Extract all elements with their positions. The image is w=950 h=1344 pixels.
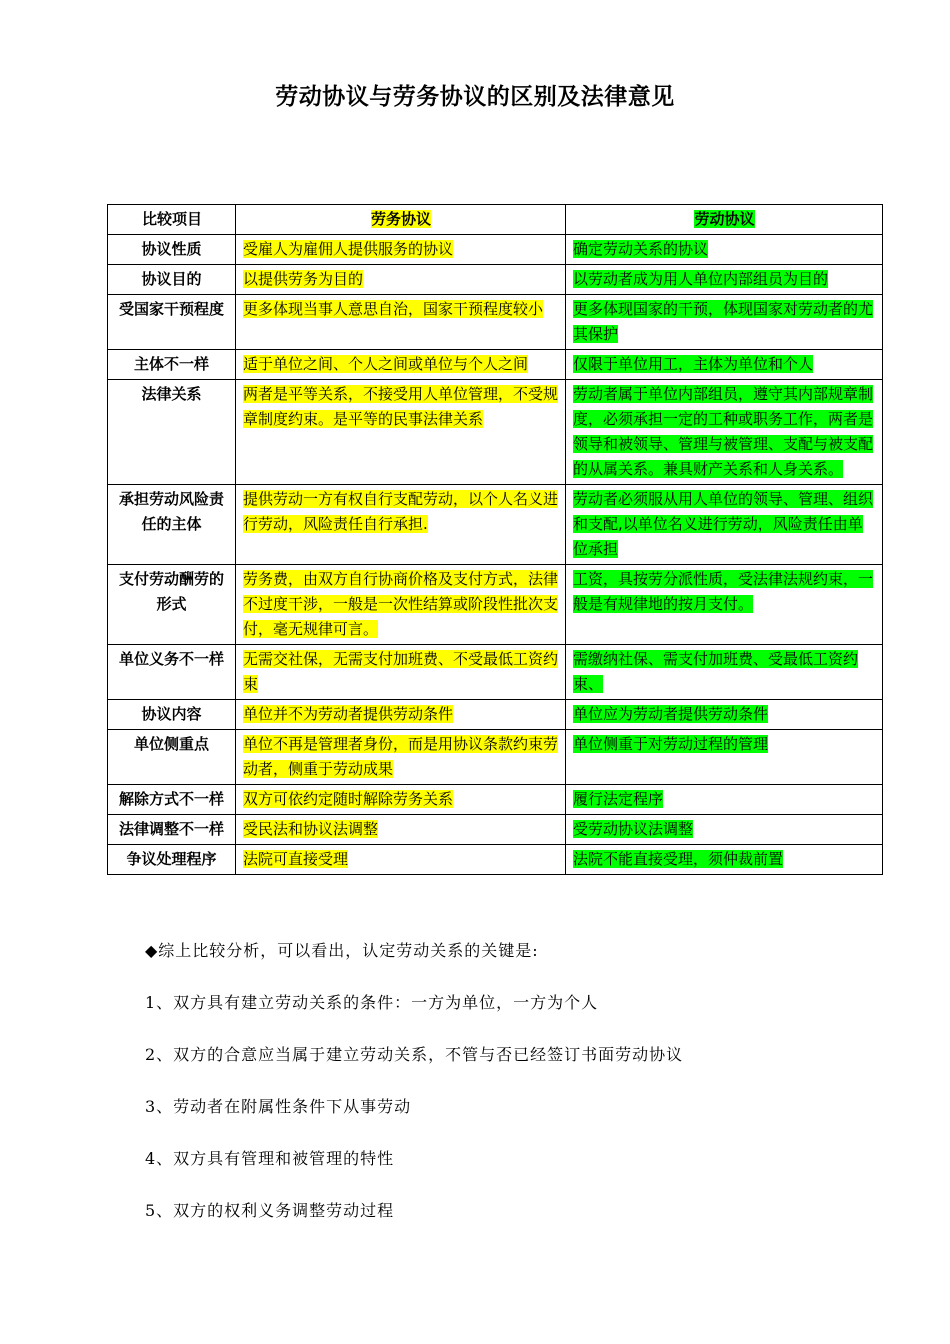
labor-service-text: 劳务费，由双方自行协商价格及支付方式，法律不过度干涉，一般是一次性结算或阶段性批次支付，毫无规律可言。 <box>243 570 559 638</box>
labor-service-text: 单位并不为劳动者提供劳动条件 <box>243 705 454 723</box>
labor-cell <box>566 645 883 700</box>
row-item: 受国家干预程度 <box>108 295 236 350</box>
labor-text: 单位应为劳动者提供劳动条件 <box>573 705 769 723</box>
row-item: 法律调整不一样 <box>108 815 236 845</box>
table-row <box>108 235 883 265</box>
labor-cell <box>566 785 883 815</box>
row-item: 解除方式不一样 <box>108 785 236 815</box>
row-item: 主体不一样 <box>108 350 236 380</box>
labor-service-text: 两者是平等关系，不接受用人单位管理，不受规章制度约束。是平等的民事法律关系 <box>243 385 559 428</box>
labor-service-text: 提供劳动一方有权自行支配劳动，以个人名义进行劳动，风险责任自行承担. <box>243 490 559 533</box>
labor-service-cell <box>236 380 566 485</box>
labor-service-cell <box>236 645 566 700</box>
conclusion-point: 5、双方的权利义务调整劳动过程 <box>145 1201 395 1220</box>
conclusion-point: 3、劳动者在附属性条件下从事劳动 <box>145 1097 412 1116</box>
labor-service-text: 适于单位之间、个人之间或单位与个人之间 <box>243 355 529 373</box>
labor-text: 更多体现国家的干预，体现国家对劳动者的尤其保护 <box>573 300 874 343</box>
row-item: 支付劳动酬劳的形式 <box>108 565 236 645</box>
conclusion-point: 4、双方具有管理和被管理的特性 <box>145 1149 395 1168</box>
table-row <box>108 565 883 645</box>
labor-cell <box>566 485 883 565</box>
labor-service-cell <box>236 815 566 845</box>
row-item: 协议内容 <box>108 700 236 730</box>
labor-service-cell <box>236 700 566 730</box>
labor-cell <box>566 265 883 295</box>
table-row <box>108 265 883 295</box>
conclusion-intro: ◆综上比较分析，可以看出，认定劳动关系的关键是: <box>145 941 539 960</box>
labor-service-cell <box>236 235 566 265</box>
labor-service-cell <box>236 265 566 295</box>
labor-cell <box>566 295 883 350</box>
labor-service-cell <box>236 730 566 785</box>
table-row <box>108 700 883 730</box>
row-item: 协议目的 <box>108 265 236 295</box>
labor-text: 仅限于单位用工，主体为单位和个人 <box>573 355 814 373</box>
labor-service-text: 双方可依约定随时解除劳务关系 <box>243 790 454 808</box>
row-item: 协议性质 <box>108 235 236 265</box>
labor-text: 需缴纳社保、需支付加班费、受最低工资约束、 <box>573 650 859 693</box>
labor-cell <box>566 565 883 645</box>
comparison-table <box>107 204 883 875</box>
row-item: 法律关系 <box>108 380 236 485</box>
table-row <box>108 645 883 700</box>
row-item: 承担劳动风险责任的主体 <box>108 485 236 565</box>
row-item: 争议处理程序 <box>108 845 236 875</box>
labor-service-text: 更多体现当事人意思自治，国家干预程度较小 <box>243 300 544 318</box>
table-row <box>108 845 883 875</box>
labor-service-text: 受民法和协议法调整 <box>243 820 379 838</box>
labor-cell <box>566 350 883 380</box>
labor-service-cell <box>236 845 566 875</box>
labor-text: 劳动者属于单位内部组员，遵守其内部规章制度，必须承担一定的工种或职务工作，两者是领导和被领导、管理与被管理、支配与被支配的从属关系。兼具财产关系和人身关系。 <box>573 385 874 478</box>
labor-cell <box>566 235 883 265</box>
table-row <box>108 730 883 785</box>
labor-service-text: 无需交社保，无需支付加班费、不受最低工资约束 <box>243 650 559 693</box>
labor-cell <box>566 700 883 730</box>
document-title: 劳动协议与劳务协议的区别及法律意见 <box>275 84 675 110</box>
labor-service-cell <box>236 295 566 350</box>
header-labor-service <box>236 205 566 235</box>
labor-text: 受劳动协议法调整 <box>573 820 694 838</box>
labor-text: 以劳动者成为用人单位内部组员为目的 <box>573 270 829 288</box>
table-row <box>108 785 883 815</box>
table-header-row <box>108 205 883 235</box>
conclusion-section <box>145 936 683 1248</box>
labor-service-cell <box>236 785 566 815</box>
conclusion-point: 1、双方具有建立劳动关系的条件：一方为单位，一方为个人 <box>145 993 599 1012</box>
header-labor-service-label: 劳务协议 <box>370 210 431 228</box>
labor-service-text: 受雇人为雇佣人提供服务的协议 <box>243 240 454 258</box>
table-row <box>108 815 883 845</box>
labor-service-cell <box>236 565 566 645</box>
labor-cell <box>566 815 883 845</box>
table-row <box>108 350 883 380</box>
row-item: 单位侧重点 <box>108 730 236 785</box>
labor-service-text: 以提供劳务为目的 <box>243 270 364 288</box>
header-labor-label: 劳动协议 <box>694 210 755 228</box>
labor-cell <box>566 845 883 875</box>
labor-text: 确定劳动关系的协议 <box>573 240 709 258</box>
labor-text: 单位侧重于对劳动过程的管理 <box>573 735 769 753</box>
header-labor <box>566 205 883 235</box>
labor-service-text: 单位不再是管理者身份，而是用协议条款约束劳动者，侧重于劳动成果 <box>243 735 559 778</box>
header-compare-item: 比较项目 <box>108 205 236 235</box>
labor-service-text: 法院可直接受理 <box>243 850 349 868</box>
labor-text: 工资，具按劳分派性质，受法律法规约束，一般是有规律地的按月支付。 <box>573 570 874 613</box>
labor-service-cell <box>236 350 566 380</box>
row-item: 单位义务不一样 <box>108 645 236 700</box>
labor-text: 劳动者必须服从用人单位的领导、管理、组织和支配,以单位名义进行劳动，风险责任由单位承担 <box>573 490 874 558</box>
labor-cell <box>566 730 883 785</box>
labor-text: 法院不能直接受理，须仲裁前置 <box>573 850 784 868</box>
labor-service-cell <box>236 485 566 565</box>
table-row <box>108 295 883 350</box>
conclusion-point: 2、双方的合意应当属于建立劳动关系，不管与否已经签订书面劳动协议 <box>145 1045 684 1064</box>
table-row <box>108 380 883 485</box>
labor-text: 履行法定程序 <box>573 790 664 808</box>
labor-cell <box>566 380 883 485</box>
table-row <box>108 485 883 565</box>
